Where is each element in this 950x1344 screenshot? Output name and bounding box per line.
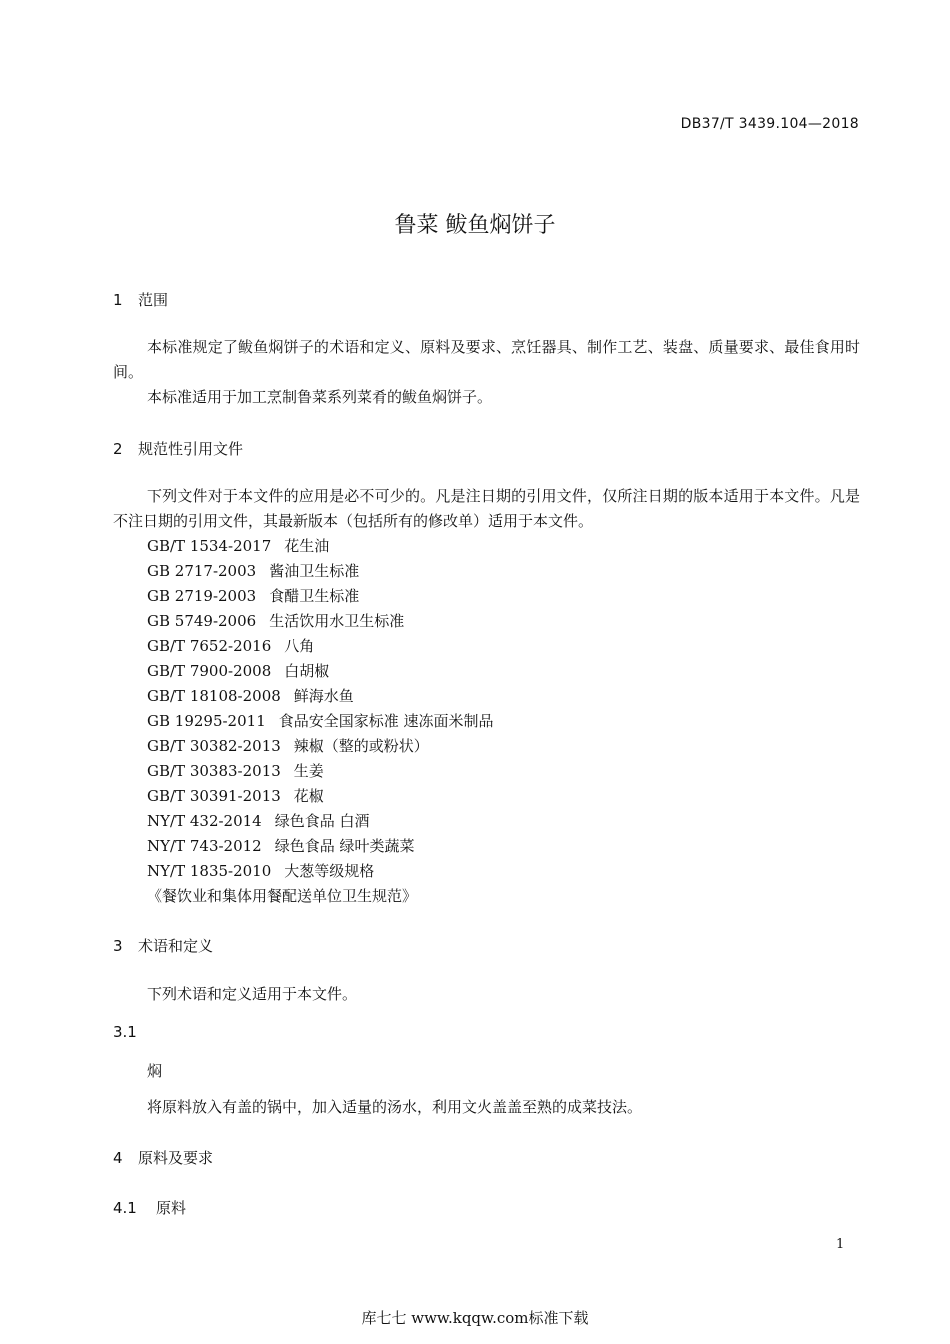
subsection-title: 原料 [156, 1199, 187, 1217]
section-number: 4 [113, 1149, 123, 1167]
reference-item [147, 609, 494, 634]
reference-item [147, 884, 494, 909]
reference-item [147, 759, 494, 784]
reference-name: 生姜 [293, 762, 324, 780]
reference-item [147, 559, 494, 584]
reference-code: GB 19295-2011 [147, 712, 266, 730]
reference-code: GB/T 30382-2013 [147, 737, 281, 755]
document-title: 鲁菜 鲅鱼焖饼子 [394, 213, 556, 238]
section-2-heading [113, 438, 243, 459]
scope-paragraph-2: 本标准适用于加工烹制鲁菜系列菜肴的鲅鱼焖饼子。 [147, 388, 493, 406]
reference-code: GB/T 30383-2013 [147, 762, 281, 780]
reference-code: NY/T 1835-2010 [147, 862, 272, 880]
reference-name: 鲜海水鱼 [293, 687, 354, 705]
reference-name: 《餐饮业和集体用餐配送单位卫生规范》 [147, 887, 418, 905]
reference-code: GB 5749-2006 [147, 612, 257, 630]
subsection-3-1-number: 3.1 [113, 1023, 137, 1041]
section-title: 规范性引用文件 [138, 440, 244, 458]
reference-name: 八角 [284, 637, 315, 655]
term-definition: 将原料放入有盖的锅中，加入适量的汤水，利用文火盖盖至熟的成菜技法。 [147, 1098, 643, 1116]
subsection-4-1-heading [113, 1197, 186, 1218]
reference-item [147, 859, 494, 884]
section-title: 原料及要求 [138, 1149, 214, 1167]
reference-code: GB/T 1534-2017 [147, 537, 272, 555]
reference-name: 食品安全国家标准 速冻面米制品 [278, 712, 494, 730]
normative-references-list [147, 534, 494, 909]
reference-code: GB 2717-2003 [147, 562, 257, 580]
standard-code: DB37/T 3439.104—2018 [680, 116, 859, 132]
reference-code: GB/T 7652-2016 [147, 637, 272, 655]
reference-name: 绿色食品 绿叶类蔬菜 [274, 837, 415, 855]
reference-code: GB/T 30391-2013 [147, 787, 281, 805]
section-title: 范围 [138, 291, 169, 309]
reference-code: GB/T 7900-2008 [147, 662, 272, 680]
section-number: 3 [113, 937, 123, 955]
reference-item [147, 584, 494, 609]
terms-intro-paragraph: 下列术语和定义适用于本文件。 [147, 985, 358, 1003]
reference-item [147, 634, 494, 659]
reference-name: 酱油卫生标准 [269, 562, 360, 580]
reference-name: 大葱等级规格 [284, 862, 375, 880]
reference-name: 白胡椒 [284, 662, 330, 680]
reference-item [147, 709, 494, 734]
reference-name: 绿色食品 白酒 [274, 812, 370, 830]
reference-code: NY/T 743-2012 [147, 837, 262, 855]
reference-item [147, 534, 494, 559]
subsection-number: 4.1 [113, 1199, 137, 1217]
scope-paragraph-1: 本标准规定了鲅鱼焖饼子的术语和定义、原料及要求、烹饪器具、制作工艺、装盘、质量要求、最佳食用时间。 [113, 338, 860, 381]
reference-item [147, 659, 494, 684]
reference-code: GB 2719-2003 [147, 587, 257, 605]
section-number: 2 [113, 440, 123, 458]
reference-item [147, 784, 494, 809]
reference-name: 花椒 [293, 787, 324, 805]
reference-item [147, 834, 494, 859]
reference-name: 花生油 [284, 537, 330, 555]
reference-code: GB/T 18108-2008 [147, 687, 281, 705]
section-4-heading [113, 1147, 213, 1168]
reference-name: 食醋卫生标准 [269, 587, 360, 605]
section-title: 术语和定义 [138, 937, 214, 955]
reference-item [147, 684, 494, 709]
reference-item [147, 809, 494, 834]
section-3-heading [113, 935, 213, 956]
section-1-heading [113, 289, 168, 310]
reference-name: 辣椒（整的或粉状） [293, 737, 429, 755]
footer-watermark: 库七七 www.kqqw.com标准下载 [361, 1309, 589, 1327]
reference-name: 生活饮用水卫生标准 [269, 612, 405, 630]
references-intro-paragraph: 下列文件对于本文件的应用是必不可少的。凡是注日期的引用文件，仅所注日期的版本适用于本文件。凡是不注日期的引用文件，其最新版本（包括所有的修改单）适用于本文件。 [113, 487, 860, 530]
reference-code: NY/T 432-2014 [147, 812, 262, 830]
term-heading: 焖 [147, 1062, 163, 1080]
reference-item [147, 734, 494, 759]
section-number: 1 [113, 291, 123, 309]
page-number: 1 [836, 1237, 845, 1252]
